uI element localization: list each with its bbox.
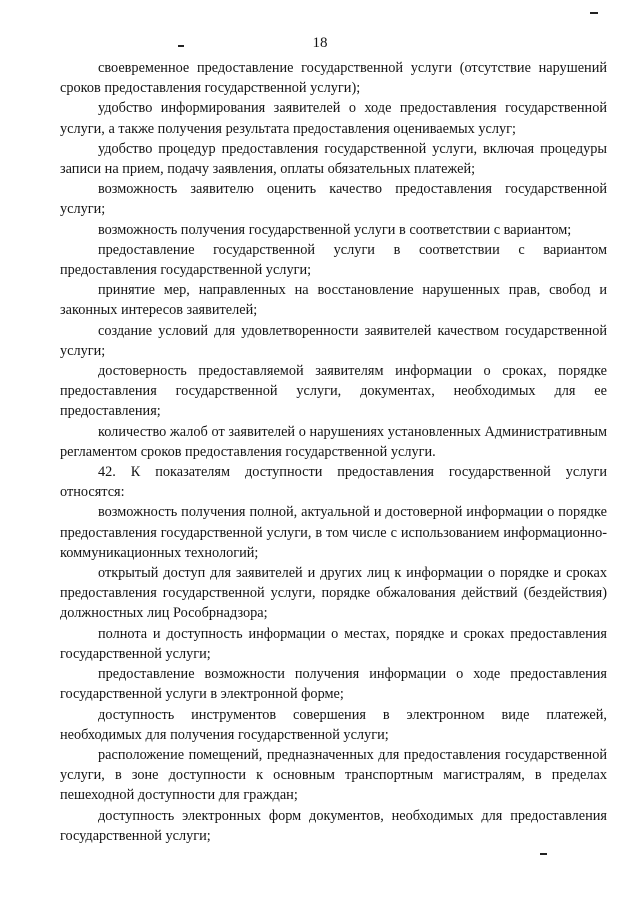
document-body [60, 58, 607, 846]
paragraph: полнота и доступность информации о местах, порядке и сроках предоставления государственной услуги; [60, 625, 607, 662]
paragraph: возможность получения полной, актуальной и достоверной информации о порядке предоставления государственной услуги, в том числе с использованием информационно-коммуникационных технологий; [60, 504, 607, 561]
paragraph: создание условий для удовлетворенности заявителей качеством государственной услуги; [60, 322, 607, 359]
paragraph: удобство процедур предоставления государственной услуги, включая процедуры записи на прием, подачу заявления, оплаты обязательных платежей; [60, 140, 607, 178]
scan-mark-top-right [590, 12, 598, 14]
paragraph: открытый доступ для заявителей и других лиц к информации о порядке и сроках предоставления государственной услуги, порядке обжалования действий (бездействия) должностных лиц Рособрнадзора; [60, 565, 607, 622]
paragraph-section-42: 42. К показателям доступности предоставления государственной услуги относятся: [60, 464, 607, 501]
paragraph: своевременное предоставление государственной услуги (отсутствие нарушений сроков предоставления государственной услуги); [60, 60, 607, 97]
scan-mark-bottom-right [540, 853, 547, 855]
paragraph: доступность инструментов совершения в электронном виде платежей, необходимых для получения государственной услуги; [60, 706, 607, 743]
paragraph: предоставление государственной услуги в соответствии с вариантом предоставления государственной услуги; [60, 241, 607, 279]
paragraph: принятие мер, направленных на восстановление нарушенных прав, свобод и законных интересов заявителей; [60, 282, 607, 319]
paragraph: количество жалоб от заявителей о нарушениях установленных Административным регламентом сроков предоставления государственной услуги. [60, 423, 607, 460]
paragraph: предоставление возможности получения информации о ходе предоставления государственной услуги в электронной форме; [60, 666, 607, 703]
page-number: 18 [312, 35, 328, 51]
paragraph: возможность заявителю оценить качество предоставления государственной услуги; [60, 181, 607, 218]
paragraph: возможность получения государственной услуги в соответствии с вариантом; [98, 221, 572, 238]
paragraph: достоверность предоставляемой заявителям информации о сроках, порядке предоставления государственной услуги, документах, необходимых для ее предоставления; [60, 363, 607, 420]
paragraph: расположение помещений, предназначенных для предоставления государственной услуги, в зоне доступности к основным транспортным магистралям, в пределах пешеходной доступности для граждан; [60, 746, 607, 804]
paragraph: доступность электронных форм документов, необходимых для предоставления государственной услуги; [60, 807, 607, 844]
paragraph: удобство информирования заявителей о ходе предоставления государственной услуги, а также получения результата предоставления оцениваемых услуг; [60, 100, 607, 137]
